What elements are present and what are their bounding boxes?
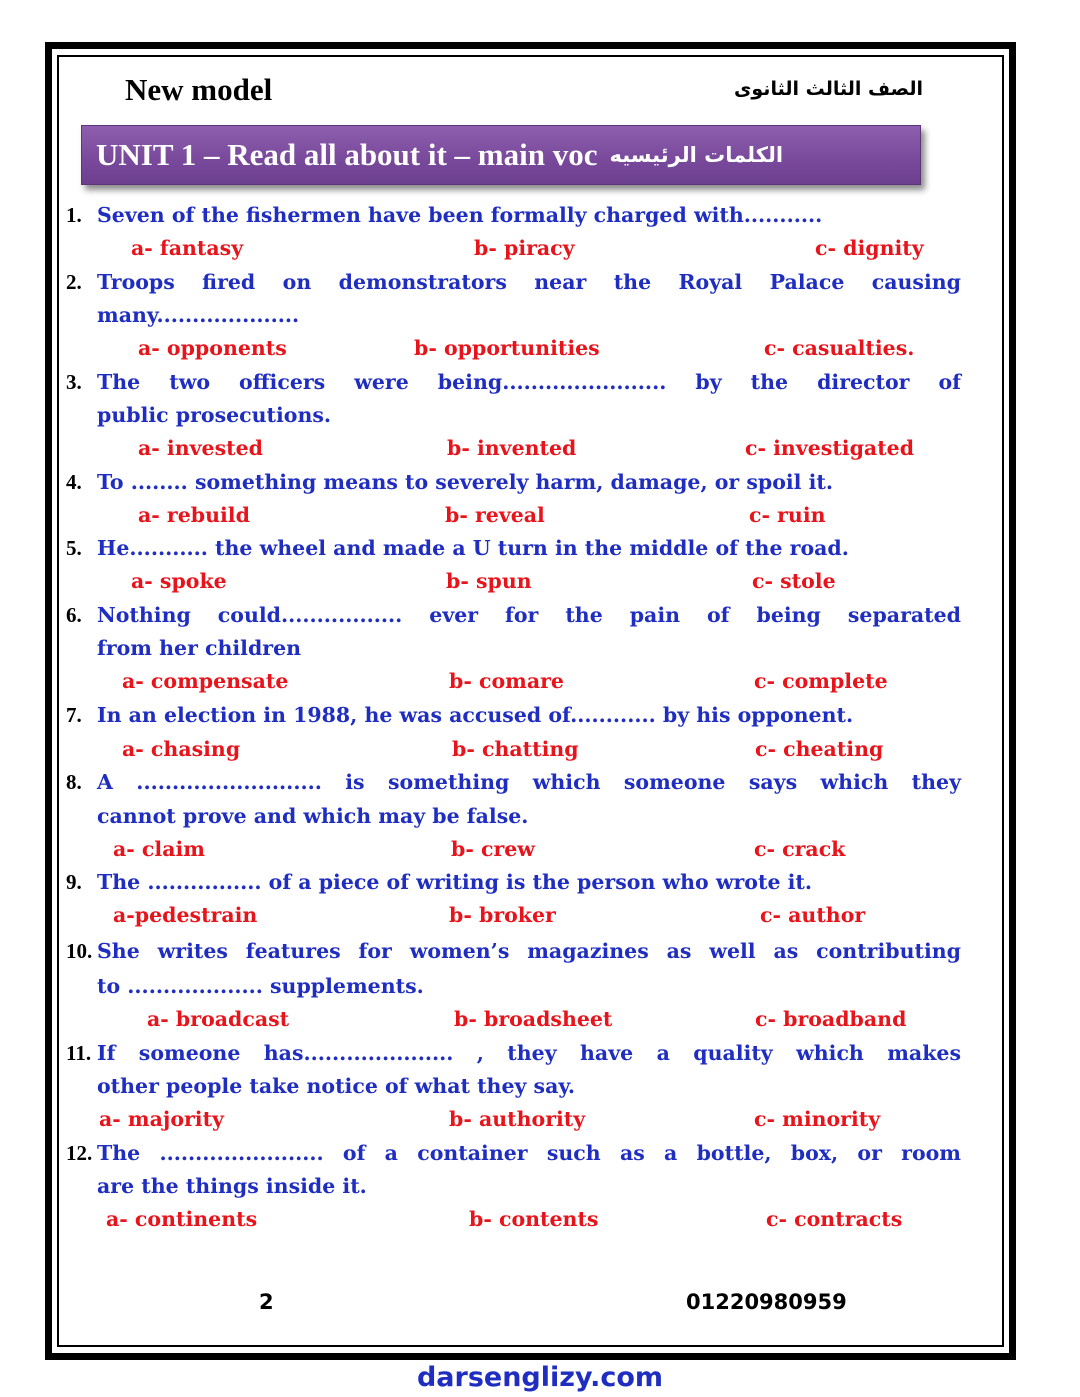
unit-title-arabic: الكلمات الرئيسيه [609,143,784,167]
answer-option[interactable]: b- broker [449,903,556,927]
question-text: are the things inside it. [97,1174,367,1198]
answer-option[interactable]: a- chasing [122,737,241,761]
question-text: A .......................... is something which someone says which they [97,770,961,794]
page-number: 2 [259,1290,274,1314]
answer-option[interactable]: c- dignity [815,236,924,260]
question-text: other people take notice of what they say. [97,1074,576,1098]
answer-option[interactable]: a- compensate [122,669,289,693]
answer-option[interactable]: a- invested [138,436,263,460]
answer-option[interactable]: a- rebuild [138,503,250,527]
question-number: 10. [66,939,93,963]
question-text: To ........ something means to severely harm, damage, or spoil it. [97,470,833,494]
answer-option[interactable]: a- spoke [131,569,227,593]
model-label: New model [125,72,273,107]
answer-option[interactable]: b- comare [449,669,564,693]
answer-option[interactable]: c- author [760,903,866,927]
answer-option[interactable]: a- claim [113,837,205,861]
answer-option[interactable]: b- reveal [445,503,545,527]
question-text: Troops fired on demonstrators near the Royal Palace causing [97,270,961,294]
answer-option[interactable]: c- ruin [749,503,826,527]
answer-option[interactable]: c- broadband [755,1007,907,1031]
question-text: In an election in 1988, he was accused of............ by his opponent. [97,703,854,727]
question-number: 2. [66,270,82,294]
answer-option[interactable]: c- complete [754,669,888,693]
answer-option[interactable]: b- contents [469,1207,599,1231]
answer-option[interactable]: b- spun [446,569,532,593]
question-number: 9. [66,870,82,894]
answer-option[interactable]: c- contracts [766,1207,903,1231]
website-link[interactable]: darsenglizy.com [416,1362,664,1393]
question-text: She writes features for women’s magazines as well as contributing [97,939,961,963]
question-number: 8. [66,770,82,794]
phone-number: 01220980959 [686,1290,847,1314]
answer-option[interactable]: a- broadcast [147,1007,290,1031]
unit-title: UNIT 1 – Read all about it – main voc [96,137,598,172]
question-text: He........... the wheel and made a U turn in the middle of the road. [97,536,849,560]
question-number: 7. [66,703,82,727]
question-number: 5. [66,536,82,560]
question-text: Seven of the fishermen have been formally charged with........... [97,203,823,227]
answer-option[interactable]: b- chatting [452,737,579,761]
question-text: The ....................... of a container such as a bottle, box, or room [97,1141,961,1165]
question-text: If someone has..................... , they have a quality which makes [97,1041,961,1065]
answer-option[interactable]: c- stole [752,569,836,593]
question-number: 11. [66,1041,92,1065]
question-text: The ................ of a piece of writing is the person who wrote it. [97,870,813,894]
answer-option[interactable]: b- invented [447,436,577,460]
answer-option[interactable]: b- broadsheet [454,1007,613,1031]
question-text: public prosecutions. [97,403,332,427]
answer-option[interactable]: a- fantasy [131,236,244,260]
question-number: 1. [66,203,82,227]
question-number: 4. [66,470,82,494]
answer-option[interactable]: a-pedestrain [113,903,258,927]
answer-option[interactable]: a- continents [106,1207,258,1231]
answer-option[interactable]: a- majority [99,1107,224,1131]
grade-label: الصف الثالث الثانوى [733,78,923,100]
question-number: 12. [66,1141,93,1165]
question-text: from her children [97,636,302,660]
answer-option[interactable]: c- investigated [745,436,915,460]
question-text: cannot prove and which may be false. [97,804,529,828]
answer-option[interactable]: c- crack [754,837,846,861]
question-text: Nothing could................. ever for the pain of being separated [97,603,961,627]
unit-banner [81,125,921,185]
question-text: The two officers were being....................... by the director of [97,370,961,394]
answer-option[interactable]: a- opponents [138,336,287,360]
answer-option[interactable]: c- casualties. [764,336,915,360]
question-number: 6. [66,603,82,627]
question-text: to ................... supplements. [97,974,424,998]
answer-option[interactable]: b- opportunities [414,336,600,360]
answer-option[interactable]: c- cheating [755,737,884,761]
answer-option[interactable]: c- minority [754,1107,881,1131]
answer-option[interactable]: b- crew [451,837,535,861]
question-number: 3. [66,370,82,394]
answer-option[interactable]: b- authority [449,1107,586,1131]
answer-option[interactable]: b- piracy [474,236,575,260]
question-text: many.................... [97,303,300,327]
